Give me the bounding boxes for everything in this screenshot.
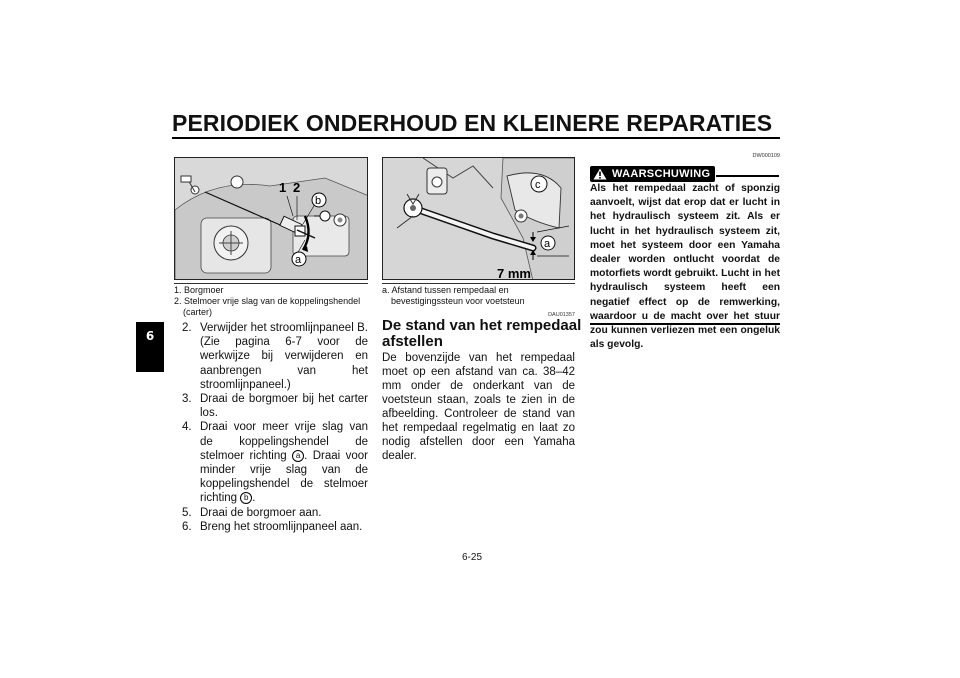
step-number: 5. xyxy=(182,506,192,519)
figure-caption-rule xyxy=(174,283,368,284)
list-item xyxy=(182,420,368,505)
step-number: 3. xyxy=(182,393,192,406)
caption-line: bevestigingssteun voor voetsteun xyxy=(391,296,525,306)
page-number: 6-25 xyxy=(462,552,483,563)
warning-triangle-icon xyxy=(593,168,607,180)
marker-a: a xyxy=(292,450,304,462)
figure-caption-rule xyxy=(382,283,575,284)
clutch-adjustment-figure xyxy=(174,157,368,280)
step-text: Draai de borgmoer bij het carter los. xyxy=(200,393,368,420)
brake-pedal-illustration xyxy=(383,158,575,280)
warning-label xyxy=(590,166,715,182)
list-item xyxy=(182,321,368,392)
caption-line: (carter) xyxy=(183,307,212,317)
chapter-tab-number: 6 xyxy=(145,329,155,343)
step-text: Draai voor meer vrije slag van de koppelingshendel de stelmoer richting xyxy=(200,421,368,462)
list-item xyxy=(182,506,368,520)
list-item xyxy=(182,520,368,534)
callout-a-right: a xyxy=(544,238,551,250)
callout-1: 1 xyxy=(279,180,287,195)
warning-bottom-rule xyxy=(590,323,780,325)
figure-left-captions xyxy=(174,285,374,318)
step-text: Verwijder het stroomlijnpaneel B. (Zie pagina 6-7 voor de werkwijze bij verwijderen en aanbrengen van het stroomlijnpaneel.) xyxy=(200,322,368,391)
callout-c: c xyxy=(535,179,541,191)
caption-line: a. Afstand tussen rempedaal en xyxy=(382,285,509,295)
header-rule xyxy=(172,137,780,139)
brake-pedal-figure xyxy=(382,157,575,280)
callout-b: b xyxy=(315,195,322,207)
step-text: Breng het stroomlijnpaneel aan. xyxy=(200,520,363,533)
section-code: DAU01357 xyxy=(548,312,575,318)
page-title: PERIODIEK ONDERHOUD EN KLEINERE REPARATIES xyxy=(172,110,773,136)
warning-code: DW000109 xyxy=(752,153,780,159)
step-text: . xyxy=(252,492,256,505)
chapter-tab xyxy=(136,322,164,372)
step-text: Draai de borgmoer aan. xyxy=(200,506,322,519)
list-item xyxy=(182,392,368,420)
clutch-illustration xyxy=(175,158,368,280)
step-number: 2. xyxy=(182,322,192,334)
section-heading: De stand van het rempedaal afstellen xyxy=(382,317,582,350)
figure-right-captions xyxy=(382,285,582,307)
warning-label-text: WAARSCHUWING xyxy=(612,168,711,180)
marker-b: b xyxy=(240,492,252,504)
dimension-label: 7 mm xyxy=(497,266,531,280)
warning-text: Als het rempedaal zacht of sponzig aanvoelt, wijst dat erop dat er lucht in het hydraulisch systeem zit. Als er lucht in het hydraulisch systeem zit, moet het systeem door een Yamaha dealer worden ontlucht voordat de motorfiets wordt gebruikt. Lucht in het hydraulisch systeem heeft een negatief effect op de remwerking, waardoor u de macht over het stuur zou kunnen verliezen met een ongeluk als gevolg. xyxy=(590,183,780,351)
caption-line: 2. Stelmoer vrije slag van de koppelingshendel xyxy=(174,296,361,306)
step-number: 6. xyxy=(182,520,192,533)
step-text: . Draai voor minder vrije slag van de koppelingshendel de stelmoer richting xyxy=(200,449,368,505)
step-number: 4. xyxy=(182,421,192,434)
procedure-steps xyxy=(182,321,368,534)
callout-a: a xyxy=(295,254,302,266)
warning-header-rule xyxy=(716,175,779,177)
section-body: De bovenzijde van het rempedaal moet op een afstand van ca. 38–42 mm onder de onderkant van de voetsteun staan, zoals te zien in de afbeelding. Controleer de stand van het rempedaal regelmatig en laat zo nodig afstellen door een Yamaha dealer. xyxy=(382,352,575,462)
callout-2: 2 xyxy=(293,180,301,195)
caption-line: 1. Borgmoer xyxy=(174,285,224,295)
